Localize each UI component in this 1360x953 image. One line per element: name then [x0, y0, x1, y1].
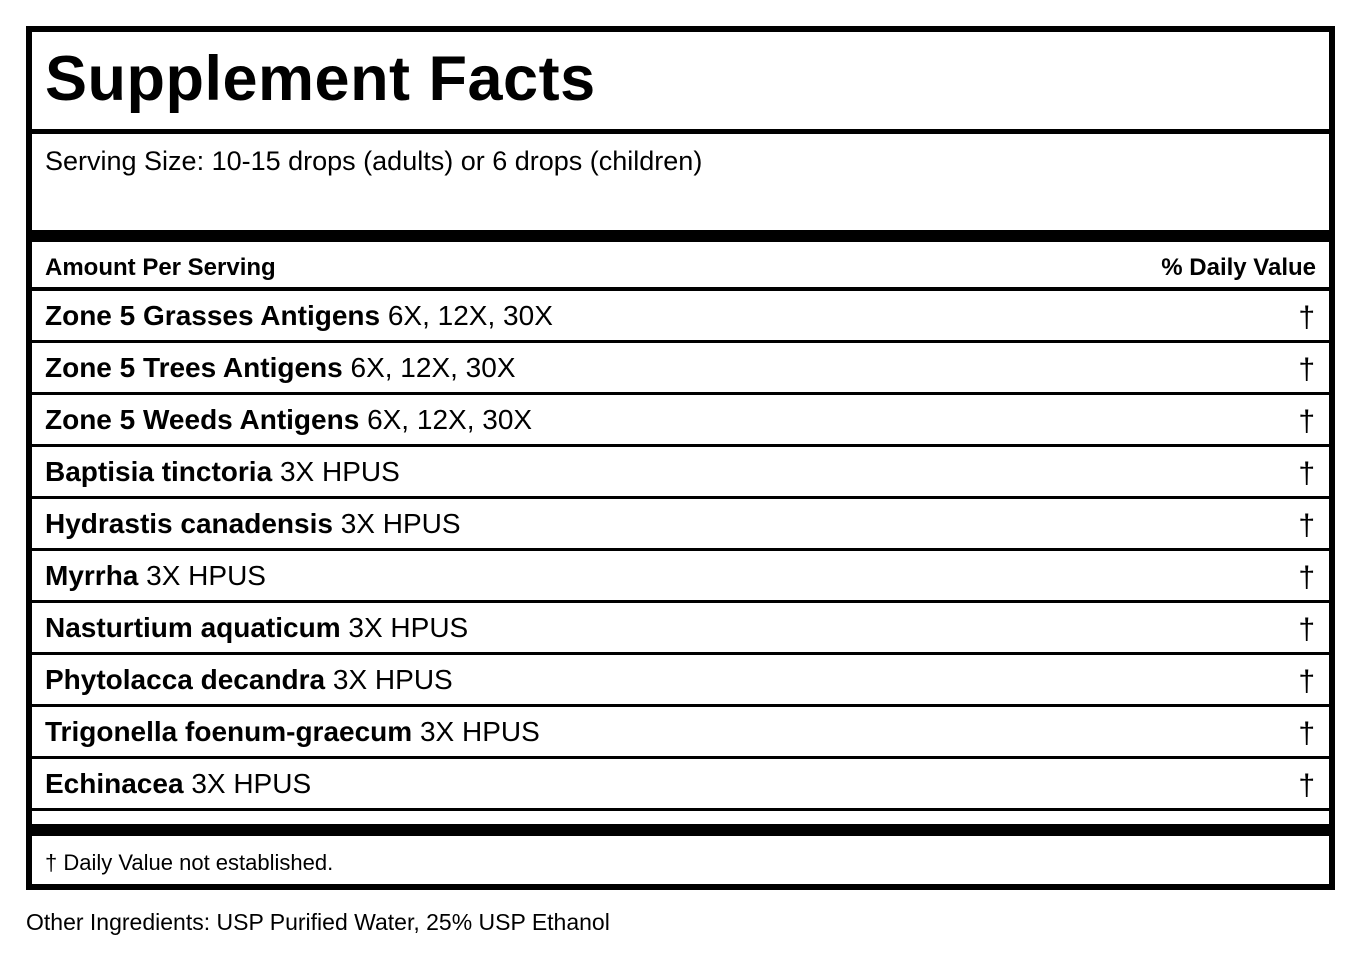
daily-value-dagger: † — [1298, 665, 1315, 698]
ingredient-name: Echinacea — [45, 768, 184, 799]
ingredient-row — [32, 395, 1329, 447]
daily-value-dagger: † — [1298, 717, 1315, 750]
other-ingredients: Other Ingredients: USP Purified Water, 25% USP Ethanol — [26, 909, 610, 935]
ingredient-amount: 6X, 12X, 30X — [350, 352, 516, 383]
daily-value-dagger: † — [1298, 457, 1315, 490]
daily-value-dagger: † — [1298, 561, 1315, 594]
ingredient-name: Zone 5 Grasses Antigens — [45, 300, 381, 331]
ingredient-row — [32, 447, 1329, 499]
ingredient-name: Zone 5 Weeds Antigens — [45, 404, 360, 435]
amount-per-serving-header: Amount Per Serving — [45, 254, 276, 281]
daily-value-dagger: † — [1298, 353, 1315, 386]
title-section — [32, 32, 1329, 134]
daily-value-dagger: † — [1298, 301, 1315, 334]
ingredient-name: Baptisia tinctoria — [45, 456, 273, 487]
ingredient-amount: 6X, 12X, 30X — [367, 404, 533, 435]
ingredient-row — [32, 291, 1329, 343]
column-header — [32, 242, 1329, 291]
ingredient-row — [32, 551, 1329, 603]
ingredient-row — [32, 707, 1329, 759]
ingredient-amount: 3X HPUS — [332, 664, 453, 695]
divider-thick — [32, 230, 1329, 242]
ingredient-name: Myrrha — [45, 560, 139, 591]
ingredient-name: Phytolacca decandra — [45, 664, 326, 695]
ingredient-amount: 3X HPUS — [191, 768, 312, 799]
ingredient-row — [32, 499, 1329, 551]
ingredient-name: Trigonella foenum-graecum — [45, 716, 413, 747]
daily-value-dagger: † — [1298, 405, 1315, 438]
ingredient-name: Nasturtium aquaticum — [45, 612, 341, 643]
serving-size: Serving Size: 10-15 drops (adults) or 6 drops (children) — [45, 146, 703, 176]
footnote: † Daily Value not established. — [45, 850, 334, 875]
panel-title: Supplement Facts — [45, 44, 596, 114]
ingredient-amount: 6X, 12X, 30X — [387, 300, 553, 331]
ingredient-row — [32, 343, 1329, 395]
ingredient-amount: 3X HPUS — [146, 560, 266, 591]
ingredient-row — [32, 655, 1329, 707]
ingredient-row — [32, 603, 1329, 655]
ingredient-amount: 3X HPUS — [419, 716, 540, 747]
ingredient-amount: 3X HPUS — [340, 508, 461, 539]
daily-value-dagger: † — [1298, 769, 1315, 802]
ingredient-name: Hydrastis canadensis — [45, 508, 333, 539]
ingredient-row — [32, 759, 1329, 811]
ingredient-list — [32, 291, 1329, 811]
daily-value-dagger: † — [1298, 509, 1315, 542]
divider-thick — [32, 824, 1329, 836]
supplement-facts-panel — [26, 26, 1335, 890]
ingredient-amount: 3X HPUS — [348, 612, 469, 643]
daily-value-header: % Daily Value — [1161, 254, 1316, 281]
daily-value-dagger: † — [1298, 613, 1315, 646]
ingredient-name: Zone 5 Trees Antigens — [45, 352, 343, 383]
ingredient-amount: 3X HPUS — [279, 456, 400, 487]
